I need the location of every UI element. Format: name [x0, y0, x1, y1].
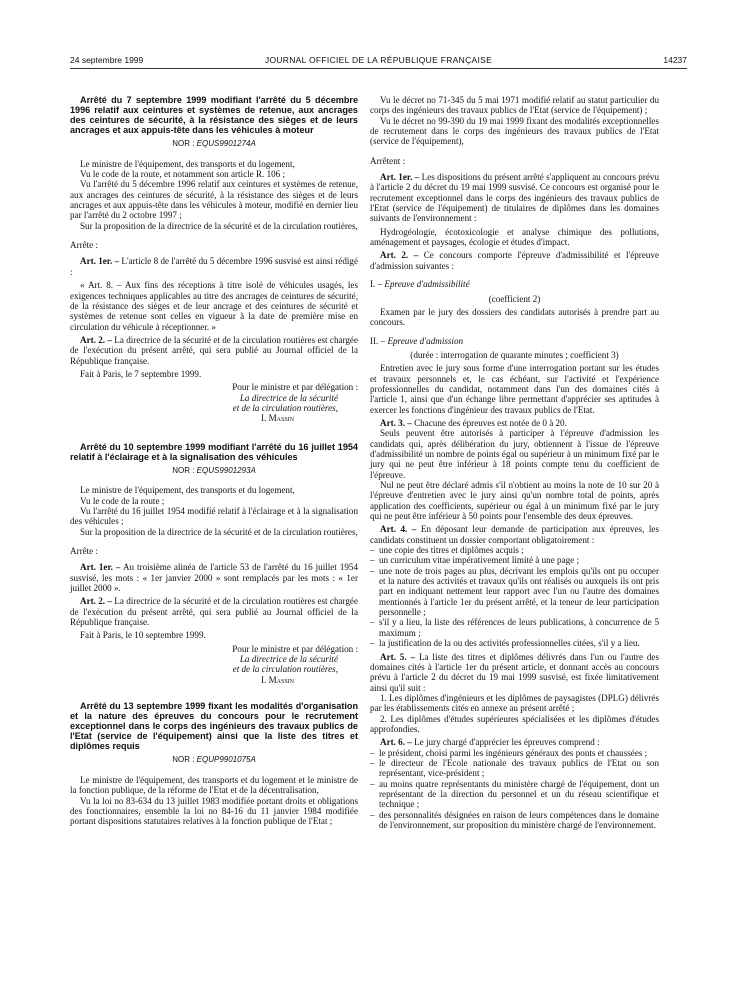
paragraph: Vu la loi no 83-634 du 13 juillet 1983 modifiée portant droits et obligations des fonctionnaires, ensemble la loi no 84-16 du 11 janvier 1984 modifiée portant dispositions statutaires relatives à la fonction publique de l'Etat ;	[70, 795, 358, 827]
section-2-text: Entretien avec le jury sous forme d'une interrogation portant sur les études et travaux personnels et, le cas échéant, sur l'activité et l'expérience professionnelles du candidat, notamment dans l'un des domaines cités à l'article 1, ainsi que d'un échange libre permettant d'apprécier ses aptitudes à exercer les fonctions d'ingénieur des travaux publics de l'Etat.	[370, 363, 659, 415]
paragraph: Vu le décret no 99-390 du 19 mai 1999 fixant des modalités exceptionnelles de recrutement dans le corps des ingénieurs des travaux publics de l'Etat (service de l'équipement),	[370, 115, 659, 147]
article-label: Art. 1er. –	[80, 256, 120, 267]
signatory-name: I. Massin	[261, 674, 294, 685]
list-item: – un curriculum vitae impérativement limité à une page ;	[370, 555, 659, 565]
article-text: Le jury chargé d'apprécier les épreuves comprend :	[411, 737, 600, 748]
section-2-heading	[370, 336, 659, 346]
article-label: Art. 4. –	[380, 524, 417, 535]
paragraph: 2. Les diplômes d'études supérieures spécialisées et les diplômes d'études approfondies.	[370, 713, 659, 734]
list-item: – le président, choisi parmi les ingénieurs généraux des ponts et chaussées ;	[370, 748, 659, 758]
nor-label: NOR :	[172, 465, 195, 475]
section-number: II. –	[370, 335, 386, 346]
article-2	[370, 250, 659, 271]
arretent-heading: Arrêtent :	[370, 155, 406, 166]
signature-line: La directrice de la sécurité	[239, 653, 338, 664]
article-text: Au troisième alinéa de l'article 53 de l'arrêté du 16 juillet 1954 susvisé, les mots : « 1er janvier 2000 » sont remplacés par les mots : « 1er juillet 2000 ».	[70, 562, 359, 593]
section-title: Epreuve d'admissibilité	[384, 279, 470, 290]
article-label: Art. 5. –	[380, 651, 416, 662]
section-1-coefficient: (coefficient 2)	[488, 293, 541, 304]
decree-3	[70, 701, 358, 827]
nor-code: EQUS9901274A	[196, 139, 256, 149]
signature-line: Pour le ministre et par délégation :	[232, 643, 358, 654]
signatory-name: I. Massin	[261, 413, 294, 424]
article-3	[370, 418, 659, 428]
paragraph: Le ministre de l'équipement, des transports et du logement,	[80, 485, 295, 496]
journal-title: JOURNAL OFFICIEL DE LA RÉPUBLIQUE FRANÇAISE	[264, 55, 493, 65]
page-number: 14237	[663, 55, 687, 65]
decree-2	[70, 442, 358, 685]
arrete-heading: Arrête :	[70, 240, 99, 251]
article-label: Art. 1er. –	[380, 172, 420, 183]
nor-code: EQUS9901293A	[196, 465, 256, 475]
article-label: Art. 2. –	[80, 334, 112, 345]
paragraph: Vu l'arrêté du 16 juillet 1954 modifié relatif à l'éclairage et à la signalisation des véhicules ;	[70, 505, 358, 527]
article-2	[70, 335, 358, 366]
paragraph: Le ministre de l'équipement, des transports et du logement et le ministre de la fonction publique, de la réforme de l'Etat et de la décentralisation,	[70, 774, 358, 796]
nor-label: NOR :	[172, 139, 195, 149]
article-label: Art. 2. –	[80, 596, 112, 607]
decree-2-nor	[70, 466, 358, 476]
article-text: L'article 8 de l'arrêté du 5 décembre 1996 susvisé est ainsi rédigé :	[70, 256, 358, 277]
article-label: Art. 6. –	[380, 737, 412, 748]
list-item: – une note de trois pages au plus, décrivant les emplois qu'ils ont pu occuper et la nature des activités et travaux qu'ils ont réalisés ou auxquels ils ont pris part en indiquant nettement leur rapport avec l'un ou l'autre des domaines mentionnés à l'article 1er du présent arrêté, et la teneur de leur participation personnelle ;	[370, 566, 659, 618]
nor-code: EQUP9901075A	[196, 755, 256, 765]
article-label: Art. 2. –	[380, 250, 419, 261]
paragraph: Le ministre de l'équipement, des transports et du logement,	[80, 158, 295, 169]
section-number: I. –	[370, 279, 383, 290]
list-item: – une copie des titres et diplômes acquis ;	[370, 545, 659, 555]
signed-date: Fait à Paris, le 7 septembre 1999.	[80, 368, 202, 379]
decree-3-nor	[70, 755, 358, 765]
paragraph: 1. Les diplômes d'ingénieurs et les diplômes de paysagistes (DPLG) délivrés par les établissements cités en annexe au présent arrêté ;	[370, 692, 659, 714]
signature-block	[70, 644, 358, 685]
list-item: – des personnalités désignées en raison de leurs compétences dans le domaine de l'environnement, sur proposition du ministère chargé de l'environnement.	[370, 810, 659, 831]
paragraph: Vu l'arrêté du 5 décembre 1996 relatif aux ceintures et systèmes de retenue, aux ancrages des ceintures de sécurité, à la résistance des sièges et de leurs ancrages et aux appuis-tête dans les véhicules à moteur, modifié en dernier lieu par l'arrêté du 2 octobre 1997 ;	[70, 179, 358, 221]
spacer	[70, 424, 358, 442]
signature-line: et de la circulation routières,	[232, 664, 338, 675]
article-6-list	[370, 748, 659, 831]
nor-label: NOR :	[172, 755, 195, 765]
list-item: – le directeur de l'Ecole nationale des travaux publics de l'Etat ou son représentant, vice-président ;	[370, 758, 659, 779]
paragraph: Vu le décret no 71-345 du 5 mai 1971 modifié relatif au statut particulier du corps des ingénieurs des travaux publics de l'Etat (service de l'équipement) ;	[370, 95, 659, 116]
article-1	[370, 172, 659, 224]
article-1	[70, 562, 358, 593]
arrete-heading: Arrête :	[70, 545, 99, 556]
decree-2-title: Arrêté du 10 septembre 1999 modifiant l'arrêté du 16 juillet 1954 relatif à l'éclairage et à la signalisation des véhicules	[70, 441, 358, 462]
spacer	[70, 685, 358, 701]
right-column	[370, 95, 659, 830]
list-item: – s'il y a lieu, la liste des références de leurs publications, à concurrence de 5 maximum ;	[370, 617, 659, 638]
article-4	[370, 524, 659, 545]
article-text: En déposant leur demande de participation aux épreuves, les candidats constituent un dossier comportant obligatoirement :	[370, 524, 659, 545]
article-text: La directrice de la sécurité et de la circulation routières est chargée de l'exécution du présent arrêté, qui sera publié au Journal officiel de la République française.	[70, 596, 359, 627]
signed-date: Fait à Paris, le 10 septembre 1999.	[80, 630, 206, 641]
article-label: Art. 3. –	[380, 417, 412, 428]
header-date: 24 septembre 1999	[70, 55, 144, 65]
decree-1-title: Arrêté du 7 septembre 1999 modifiant l'arrêté du 5 décembre 1996 relatif aux ceintures et systèmes de retenue, aux ancrages des ceintures de sécurité, à la résistance des sièges et de leurs ancrages et aux appuis-tête dans les véhicules à moteur	[70, 95, 358, 136]
article-6	[370, 737, 659, 747]
section-1-text: Examen par le jury des dossiers des candidats autorisés à prendre part au concours.	[370, 306, 659, 328]
page-header	[70, 52, 687, 69]
section-title: Epreuve d'admission	[387, 335, 464, 346]
section-1-heading	[370, 279, 659, 289]
article-5	[370, 652, 659, 693]
left-column	[70, 95, 358, 827]
article-8-quote: « Art. 8. – Aux fins des réceptions à titre isolé de véhicules usagés, les exigences techniques applicables au titre des ancrages de ceintures de sécurité, de la résistance des sièges et de leur ancrage et des ceintures de sécurité et systèmes de retenue sont celles en vigueur à la date de première mise en circulation du véhicule à réceptionner. »	[70, 280, 358, 332]
section-2-duration: (durée : interrogation de quarante minutes ; coefficient 3)	[410, 349, 619, 360]
article-text: La directrice de la sécurité et de la circulation routières est chargée de l'exécution du présent arrêté, qui sera publié au Journal officiel de la République française.	[70, 334, 359, 366]
decree-1-nor	[70, 139, 358, 149]
paragraph: Sur la proposition de la directrice de la sécurité et de la circulation routières,	[80, 526, 358, 537]
article-text: Ce concours comporte l'épreuve d'admissibilité et l'épreuve d'admission suivantes :	[370, 250, 660, 271]
decree-3-title: Arrêté du 13 septembre 1999 fixant les modalités d'organisation et la nature des épreuves du concours pour le recrutement exceptionnel dans le corps des ingénieurs des travaux publics de l'Etat (service de l'équipement) ainsi que la liste des titres et diplômes requis	[70, 701, 358, 752]
domains-list: Hydrogéologie, écotoxicologie et analyse chimique des pollutions, aménagement et paysages, écologie et études d'impact.	[370, 226, 659, 248]
signature-line: Pour le ministre et par délégation :	[232, 382, 358, 393]
list-item: – la justification de la ou des activités professionnelles citées, s'il y a lieu.	[370, 638, 659, 648]
paragraph: Vu le code de la route, et notamment son article R. 106 ;	[80, 169, 286, 180]
article-4-list	[370, 545, 659, 648]
paragraph: Sur la proposition de la directrice de la sécurité et de la circulation routières,	[80, 220, 358, 231]
article-text: La liste des titres et diplômes délivrés dans l'un ou l'autre des domaines cités à l'article 1er du présent article, et donnant accès au concours prévu à l'article 2 du décret du 19 mai 1999 susvisé, est fixée limitativement ainsi qu'il suit :	[370, 651, 659, 693]
signature-line: La directrice de la sécurité	[239, 392, 338, 403]
article-2	[70, 596, 358, 627]
article-label: Art. 1er. –	[80, 562, 121, 573]
article-text: Chacune des épreuves est notée de 0 à 20.	[411, 417, 567, 428]
list-item: – au moins quatre représentants du ministère chargé de l'équipement, dont un représentant de la direction du personnel et un du réseau scientifique et technique ;	[370, 779, 659, 810]
signature-block	[70, 382, 358, 423]
decree-1	[70, 95, 358, 424]
paragraph: Vu le code de la route ;	[80, 495, 165, 506]
paragraph: Seuls peuvent être autorisés à participer à l'épreuve d'admission les candidats qui, après délibération du jury, obtiennent à l'issue de l'épreuve d'admissibilité un nombre de points égal ou supérieur à un minimum fixé par le jury qui ne peut être inférieur à 18 points compte tenu du coefficient de l'épreuve.	[370, 428, 659, 480]
paragraph: Nul ne peut être déclaré admis s'il n'obtient au moins la note de 10 sur 20 à l'épreuve d'entretien avec le jury ainsi qu'un nombre total de points, après application des coefficients, supérieur ou égal à un minimum fixé par le jury qui ne peut être inférieur à 50 points pour l'ensemble des deux épreuves.	[370, 480, 659, 522]
article-1	[70, 256, 358, 277]
article-text: Les dispositions du présent arrêté s'appliquent au concours prévu à l'article 2 du décret du 19 mai 1999 susvisé. Ce concours est organisé pour le recrutement exceptionnel dans le corps des ingénieurs des travaux publics de l'Etat (service de l'équipement) de titulaires de diplômes dans les domaines suivants de l'environnement :	[370, 172, 660, 224]
signature-line: et de la circulation routières,	[232, 402, 338, 413]
